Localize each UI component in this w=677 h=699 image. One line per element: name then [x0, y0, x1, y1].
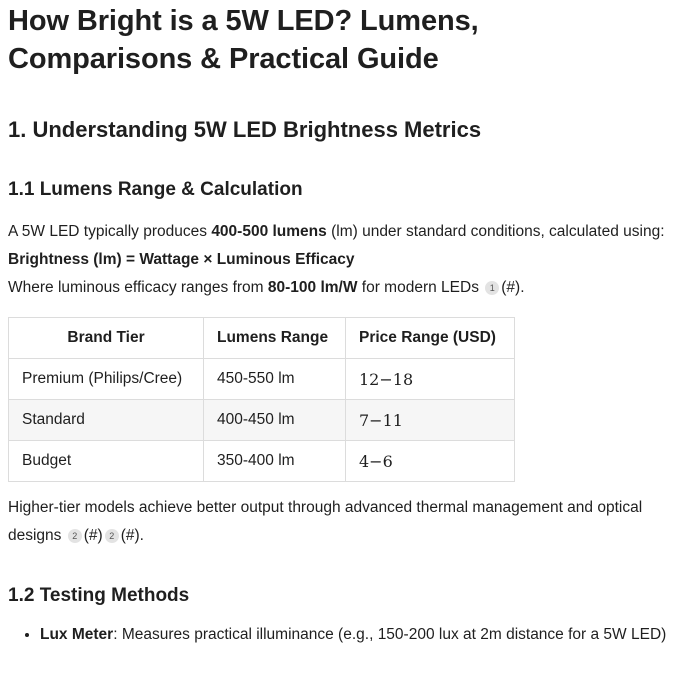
table-header-brand-tier: Brand Tier	[9, 318, 204, 359]
table-cell-tier: Standard	[9, 400, 204, 441]
table-cell-price: 12−18	[346, 359, 515, 400]
efficacy-bold: 80-100 lm/W	[267, 279, 358, 296]
table-cell-price: 7−11	[346, 400, 515, 441]
subsection-heading-testing: 1.2 Testing Methods	[8, 585, 190, 606]
page-title: How Bright is a 5W LED? Lumens, Comparisons & Practical Guide	[8, 5, 479, 75]
formula: Brightness (lm) = Wattage × Luminous Efficacy	[8, 251, 355, 268]
table-row	[9, 359, 515, 400]
intro-text-pre: A 5W LED typically produces	[8, 223, 212, 240]
efficacy-paragraph: Where luminous efficacy ranges from 80-100 lm/W for modern LEDs 1 (#).	[8, 279, 525, 296]
table-header-row	[9, 318, 515, 359]
citation-link[interactable]: (#)	[83, 527, 103, 544]
efficacy-text-post: for modern LEDs	[357, 279, 479, 296]
citation-badge[interactable]: 1	[485, 281, 499, 295]
citation-link[interactable]: (#)	[501, 279, 521, 296]
testing-methods-list	[8, 621, 670, 649]
table-cell-price: 4−6	[346, 441, 515, 482]
efficacy-text-pre: Where luminous efficacy ranges from	[8, 279, 268, 296]
after-table-paragraph: Higher-tier models achieve better output through advanced thermal management and optical designs 2 (#) 2 (#).	[8, 499, 643, 544]
after-table-text: Higher-tier models achieve better output through advanced thermal management and optical designs	[8, 499, 643, 544]
brand-tier-table	[8, 317, 515, 482]
table-header-lumens-range: Lumens Range	[204, 318, 346, 359]
citation-badge[interactable]: 2	[105, 529, 119, 543]
list-item-bold: Lux Meter	[40, 626, 114, 643]
section-heading: 1. Understanding 5W LED Brightness Metrics	[8, 117, 482, 142]
table-cell-lumens: 450-550 lm	[204, 359, 346, 400]
list-item	[40, 621, 670, 649]
subsection-heading-lumens: 1.1 Lumens Range & Calculation	[8, 179, 303, 200]
intro-bold-lumens: 400-500 lumens	[211, 223, 327, 240]
list-item-text: : Measures practical illuminance (e.g., 150-200 lux at 2m distance for a 5W LED)	[113, 626, 667, 643]
table-row	[9, 441, 515, 482]
table-cell-tier: Premium (Philips/Cree)	[9, 359, 204, 400]
table-cell-lumens: 400-450 lm	[204, 400, 346, 441]
table-cell-tier: Budget	[9, 441, 204, 482]
citation-link[interactable]: (#)	[120, 527, 140, 544]
citation-badge[interactable]: 2	[68, 529, 82, 543]
table-cell-lumens: 350-400 lm	[204, 441, 346, 482]
table-row	[9, 400, 515, 441]
article	[8, 0, 670, 649]
intro-paragraph	[8, 218, 670, 246]
table-header-price-range: Price Range (USD)	[346, 318, 515, 359]
intro-text-post: (lm) under standard conditions, calculated using:	[326, 223, 665, 240]
